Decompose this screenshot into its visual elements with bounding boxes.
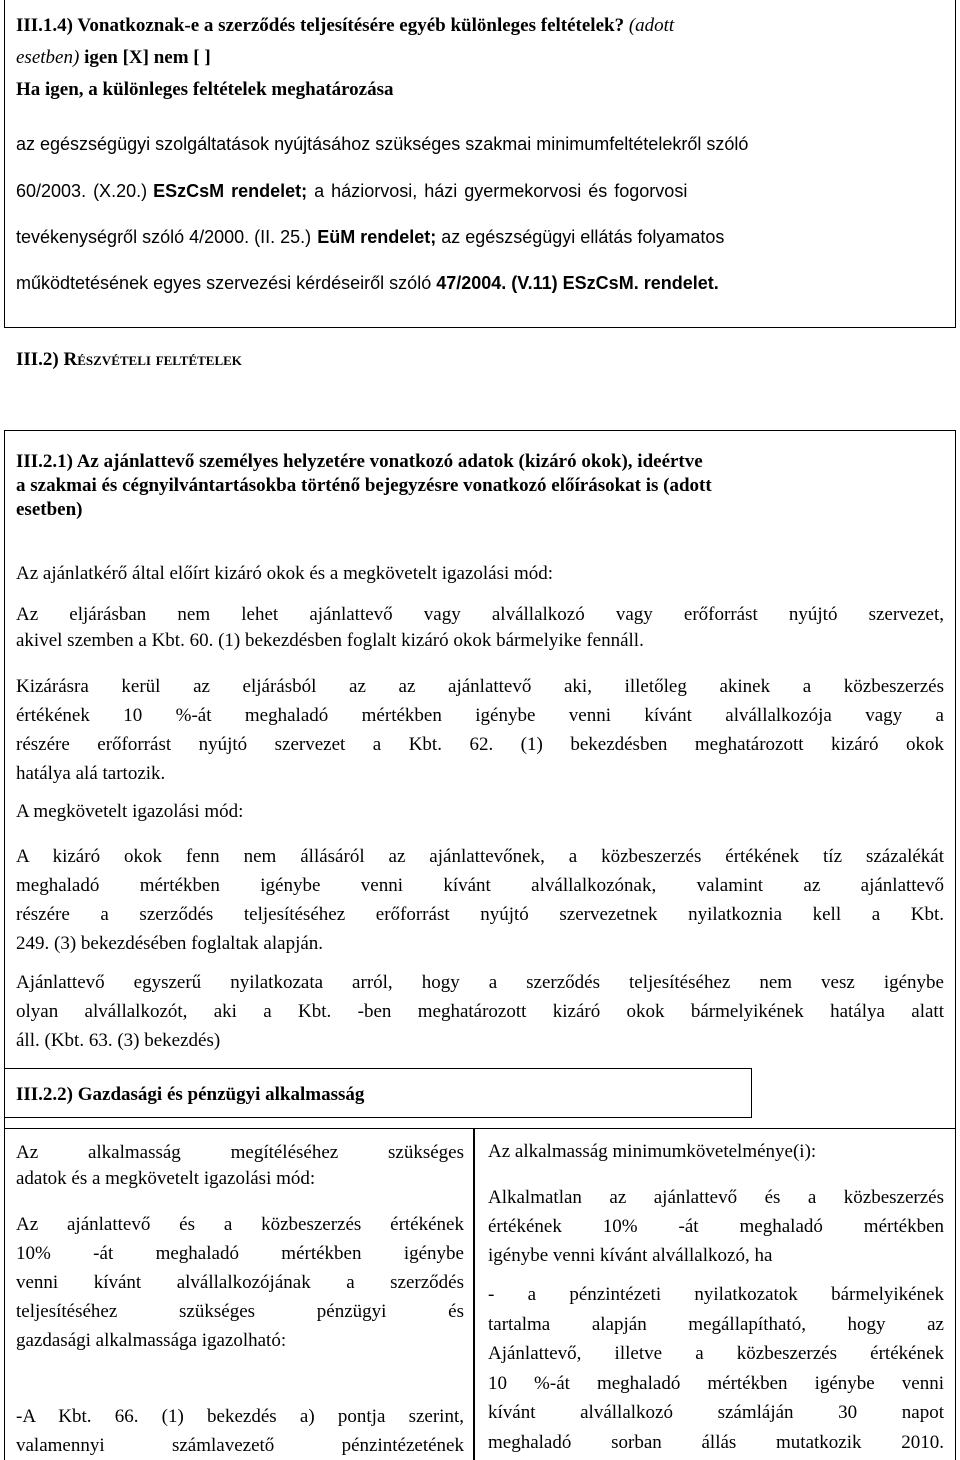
exclusion-label: Az ajánlatkérő által előírt kizáró okok és a megkövetelt igazolási mód: <box>16 563 554 584</box>
right-column-intro: Alkalmatlan az ajánlattevő és a közbeszerzés értékének 10% -át meghaladó mértékben igénybe venni kívánt alvállalkozó, ha <box>488 1187 944 1266</box>
yes-no-line: esetben) igen [X] nem [ ] <box>16 47 211 68</box>
conditions-line-1: az egészségügyi szolgáltatások nyújtásához szükséges szakmai minimumfeltételekről szóló <box>16 134 749 154</box>
exclusion-paragraph-1: Az eljárásban nem lehet ajánlattevő vagy alvállalkozó vagy erőforrást nyújtó szervezet, akivel szemben a Kbt. 60. (1) bekezdésben foglalt kizáró okok bármelyike fennáll. <box>16 604 944 651</box>
conditions-line-3: tevékenységről szóló 4/2000. (II. 25.) EüM rendelet; az egészségügyi ellátás folyamatos <box>16 227 725 247</box>
conditions-label: Ha igen, a különleges feltételek meghatározása <box>16 79 394 100</box>
personal-situation-heading: III.2.1) Az ajánlattevő személyes helyzetére vonatkozó adatok (kizáró okok), ideértve a szakmai és cégnyilvántartásokba történő bejegyzésre vonatkozó előírásokat is (adott esetben) <box>16 451 712 520</box>
left-column-intro: Az alkalmasság megítéléséhez szükséges adatok és a megkövetelt igazolási mód: <box>16 1142 464 1189</box>
statement-paragraph: Ajánlattevő egyszerű nyilatkozata arról, hogy a szerződés teljesítéséhez nem vesz igénybe olyan alvállalkozót, aki a Kbt. -ben meghatározott kizáró okok bármelyikének hatálya alatt áll. (Kbt. 63. (3) bekezdés) <box>16 972 944 1051</box>
left-column-body: Az ajánlattevő és a közbeszerzés értékének 10% -át meghaladó mértékben igénybe venni kívánt alvállalkozójának a szerződés teljesítéséhez szükséges pénzügyi és gazdasági alkalmassága igazolható: <box>16 1214 464 1351</box>
right-column-title: Az alkalmasság minimumkövetelménye(i): <box>488 1141 817 1162</box>
economic-heading: III.2.2) Gazdasági és pénzügyi alkalmasság <box>16 1084 365 1105</box>
exclusion-paragraph-2: Kizárásra kerül az eljárásból az az ajánlattevő aki, illetőleg akinek a közbeszerzés értékének 10 %-át meghaladó mértékben igénybe venni kívánt alvállalkozója vagy a részére erőforrást nyújtó szervezet a Kbt. 62. (1) bekezdésben meghatározott kizáró okok hatálya alá tartozik. <box>16 676 944 784</box>
participation-heading: III.2) Részvételi feltételek <box>16 349 242 370</box>
section-heading: III.1.4) Vonatkoznak-e a szerződés teljesítésére egyéb különleges feltételek? (adott <box>16 15 675 36</box>
conditions-line-4: működtetésének egyes szervezési kérdéseiről szóló 47/2004. (V.11) ESzCsM. rendelet. <box>16 273 719 293</box>
conditions-line-2: 60/2003. (X.20.) ESzCsM rendelet; a háziorvosi, házi gyermekorvosi és fogorvosi <box>16 181 688 201</box>
right-column-body: - a pénzintézeti nyilatkozatok bármelyikének tartalma alapján megállapítható, hogy az Ajánlattevő, illetve a közbeszerzés értékének 10 %-át meghaladó mértékben igénybe venni kívánt alvállalkozó számláján 30 napot meghaladó sorban állás mutatkozik 2010. <box>488 1284 944 1453</box>
verification-label: A megkövetelt igazolási mód: <box>16 801 244 822</box>
left-column-requirement: -A Kbt. 66. (1) bekezdés a) pontja szerint, valamennyi számlavezető pénzintézetének <box>16 1406 464 1456</box>
verification-paragraph: A kizáró okok fenn nem állásáról az ajánlattevőnek, a közbeszerzés értékének tíz százalékát meghaladó mértékben igénybe venni kívánt alvállalkozónak, valamint az ajánlattevő részére a szerződés teljesítéséhez erőforrást nyújtó szervezetnek nyilatkoznia kell a Kbt. 249. (3) bekezdésében foglaltak alapján. <box>16 846 944 954</box>
